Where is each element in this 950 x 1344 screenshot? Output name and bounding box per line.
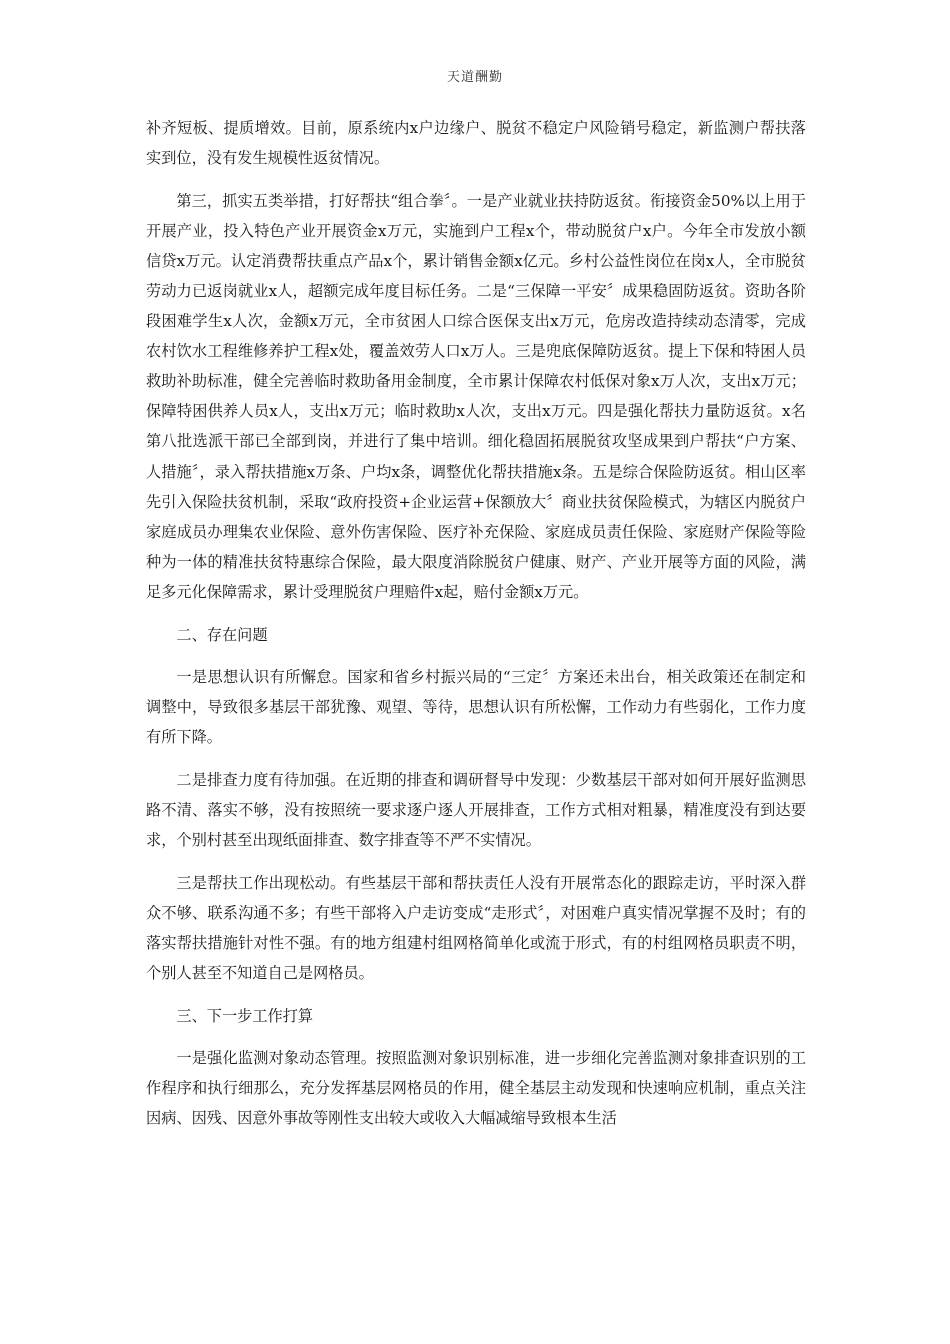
paragraph-problem-1: 一是思想认识有所懈怠。国家和省乡村振兴局的“三定〞方案还未出台，相关政策还在制定和调整中，导致很多基层干部犹豫、观望、等待，思想认识有所松懈，工作动力有些弱化，工作力度有所下降。 — [146, 668, 806, 747]
paragraph-plan-1: 一是强化监测对象动态管理。按照监测对象识别标准，进一步细化完善监测对象排查识别的工作程序和执行细那么，充分发挥基层网格员的作用，健全基层主动发现和快速响应机制，重点关注因病、因残、因意外事故等刚性支出较大或收入大幅减缩导致根本生活 — [146, 1049, 806, 1128]
paragraph-problem-3: 三是帮扶工作出现松动。有些基层干部和帮扶责任人没有开展常态化的跟踪走访，平时深入群众不够、联系沟通不多；有些干部将入户走访变成“走形式〞，对困难户真实情况掌握不及时；有的落实帮扶措施针对性不强。有的地方组建村组网格简单化或流于形式，有的村组网格员职责不明，个别人甚至不知道自己是网格员。 — [146, 873, 806, 982]
section-heading-problems: 二、存在问题 — [176, 625, 268, 644]
paragraph-problem-2: 二是排查力度有待加强。在近期的排查和调研督导中发现：少数基层干部对如何开展好监测思路不清、落实不够，没有按照统一要求逐户逐人开展排查，工作方式相对粗暴，精准度没有到达要求，个别村甚至出现纸面排查、数字排查等不严不实情况。 — [146, 770, 806, 850]
page-header: 天道酬勤 — [446, 70, 503, 85]
paragraph-continuation: 补齐短板、提质增效。目前，原系统内x户边缘户、脱贫不稳定户风险销号稳定，新监测户帮扶落实到位，没有发生规模性返贫情况。 — [146, 119, 806, 168]
document-body — [146, 113, 806, 1146]
paragraph-third-measures: 第三，抓实五类举措，打好帮扶“组合拳〞。一是产业就业扶持防返贫。衔接资金50%以上用于开展产业，投入特色产业开展资金x万元，实施到户工程x个，带动脱贫户x户。今年全市发放小额信贷x万元。认定消费帮扶重点产品x个，累计销售金额x亿元。乡村公益性岗位在岗x人，全市脱贫劳动力已返岗就业x人，超额完成年度目标任务。二是“三保障一平安〞成果稳固防返贫。资助各阶段困难学生x人次，金额x万元，全市贫困人口综合医保支出x万元，危房改造持续动态清零，完成农村饮水工程维修养护工程x处，覆盖效劳人口x万人。三是兜底保障防返贫。提上下保和特困人员救助补助标准，健全完善临时救助备用金制度，全市累计保障农村低保对象x万人次，支出x万元；保障特困供养人员x人，支出x万元；临时救助x人次，支出x万元。四是强化帮扶力量防返贫。x名第八批选派干部已全部到岗，并进行了集中培训。细化稳固拓展脱贫攻坚成果到户帮扶“户方案、人措施〞，录入帮扶措施x万条、户均x条，调整优化帮扶措施x条。五是综合保险防返贫。相山区率先引入保险扶贫机制，采取“政府投资+企业运营+保额放大〞商业扶贫保险模式，为辖区内脱贫户家庭成员办理集农业保险、意外伤害保险、医疗补充保险、家庭成员责任保险、家庭财产保险等险种为一体的精准扶贫特惠综合保险，最大限度消除脱贫户健康、财产、产业开展等方面的风险，满足多元化保障需求，累计受理脱贫户理赔件x起，赔付金额x万元。 — [146, 191, 806, 601]
section-heading-next-steps: 三、下一步工作打算 — [176, 1006, 314, 1025]
